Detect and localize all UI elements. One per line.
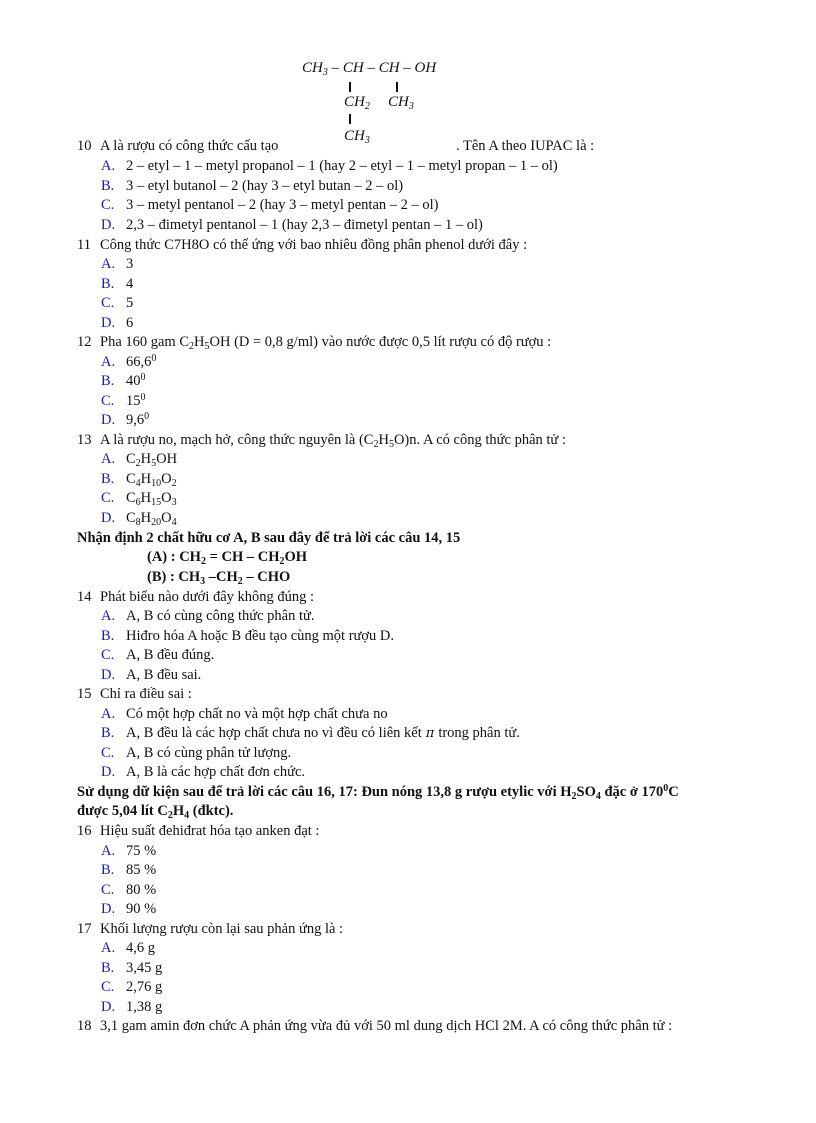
option[interactable]: B. $C_4H_{10}O_2$ (101, 471, 177, 489)
question-14: 14 Phát biểu nào dưới đây không đúng : (77, 589, 315, 605)
option[interactable]: D. 2,3 – đimetyl pentanol – 1 (hay 2,3 – đimetyl pentan – 1 – ol) (101, 217, 483, 233)
option[interactable]: A. $C_2H_5OH$ (101, 451, 178, 469)
option[interactable]: D. A, B là các hợp chất đơn chức. (101, 764, 306, 780)
option[interactable]: B. 85 % (101, 862, 157, 878)
option[interactable]: A. 2 – etyl – 1 – metyl propanol – 1 (hay 2 – etyl – 1 – metyl propan – 1 – ol) (101, 158, 558, 174)
struct-bottom: $CH_3$ (344, 128, 370, 146)
struct-top-chain: $CH_3$ – CH – CH – OH (302, 60, 437, 78)
option[interactable]: B. $40^0$ (101, 372, 146, 389)
bond-line (349, 82, 351, 92)
question-18: 18 3,1 gam amin đơn chức A phản ứng vừa đủ với 50 ml dung dịch HCl 2M. A có công thức phân tử : (77, 1018, 673, 1034)
option[interactable]: A. 3 (101, 256, 134, 272)
option[interactable]: A. 4,6 g (101, 940, 155, 956)
option[interactable]: D. $C_8H_{20}O_4$ (101, 510, 177, 528)
option[interactable]: B. Hiđro hóa A hoặc B đều tạo cùng một rượu D. (101, 628, 395, 644)
option[interactable]: A. 66,6$^0$ (101, 353, 157, 370)
option[interactable]: C. 5 (101, 295, 134, 311)
option[interactable]: D. $9,6^0$ (101, 411, 150, 428)
question-16: 16 Hiệu suất đehiđrat hóa tạo anken đạt : (77, 823, 320, 839)
option[interactable]: B. 3,45 g (101, 960, 163, 976)
option[interactable]: A. A, B có cùng công thức phân tử. (101, 608, 315, 624)
bond-line (396, 82, 398, 92)
bond-line (349, 114, 351, 124)
question-10: 10 A là rượu có công thức cấu tạo (77, 138, 279, 154)
question-12: 12 Pha 160 gam $C_2H_5OH$ (D = 0,8 g/ml) vào nước được 0,5 lít rượu có độ rượu : (77, 334, 552, 352)
compound-b: (B) : $CH_3$ $-CH_2$ – CHO (147, 569, 291, 587)
option[interactable]: B. A, B đều là các hợp chất chưa no vì đều có liên kết π trong phân tử. (101, 725, 520, 741)
struct-branch1: $CH_2$ (344, 94, 370, 112)
section-intro-16-17-line2: được 5,04 lít $C_2H_4$ (đktc). (77, 803, 234, 821)
option[interactable]: A. 75 % (101, 843, 157, 859)
question-15: 15 Chỉ ra điều sai : (77, 686, 192, 702)
question-11: 11 Công thức C7H8O có thể ứng với bao nhiêu đồng phân phenol dưới đây : (77, 237, 528, 253)
option[interactable]: C. $15^0$ (101, 392, 146, 409)
option[interactable]: C. 80 % (101, 882, 157, 898)
option[interactable]: B. 4 (101, 276, 134, 292)
option[interactable]: C. A, B có cùng phân tử lượng. (101, 745, 292, 761)
option[interactable]: C. $C_6H_{15}O_3$ (101, 490, 177, 508)
option[interactable]: D. A, B đều sai. (101, 667, 202, 683)
option[interactable]: C. 2,76 g (101, 979, 163, 995)
option[interactable]: A. Có một hợp chất no và một hợp chất chưa no (101, 706, 388, 722)
option[interactable]: C. 3 – metyl pentanol – 2 (hay 3 – metyl pentan – 2 – ol) (101, 197, 439, 213)
question-17: 17 Khối lượng rượu còn lại sau phản ứng là : (77, 921, 344, 937)
option[interactable]: D. 6 (101, 315, 134, 331)
option[interactable]: D. 1,38 g (101, 999, 163, 1015)
compound-a: (A) : $CH_2$ = CH – $CH_2OH$ (147, 549, 308, 567)
question-13: 13 A là rượu no, mạch hở, công thức nguyên là $(C_2H_5O)n$. A có công thức phân tử : (77, 432, 566, 450)
section-intro-14-15: Nhận định 2 chất hữu cơ A, B sau đây để trả lời các câu 14, 15 (77, 530, 461, 546)
pi-symbol: π (425, 726, 435, 741)
struct-branch2: $CH_3$ (388, 94, 414, 112)
option[interactable]: C. A, B đều đúng. (101, 647, 215, 663)
structural-formula (298, 56, 473, 148)
option[interactable]: D. 90 % (101, 901, 157, 917)
option[interactable]: B. 3 – etyl butanol – 2 (hay 3 – etyl butan – 2 – ol) (101, 178, 404, 194)
question-10-tail: . Tên A theo IUPAC là : (456, 138, 595, 154)
section-intro-16-17: Sử dụng dữ kiện sau để trả lời các câu 16, 17: Đun nóng 13,8 g rượu etylic với $H_2SO_4$ đặc ở $170^0C$ (77, 783, 679, 802)
